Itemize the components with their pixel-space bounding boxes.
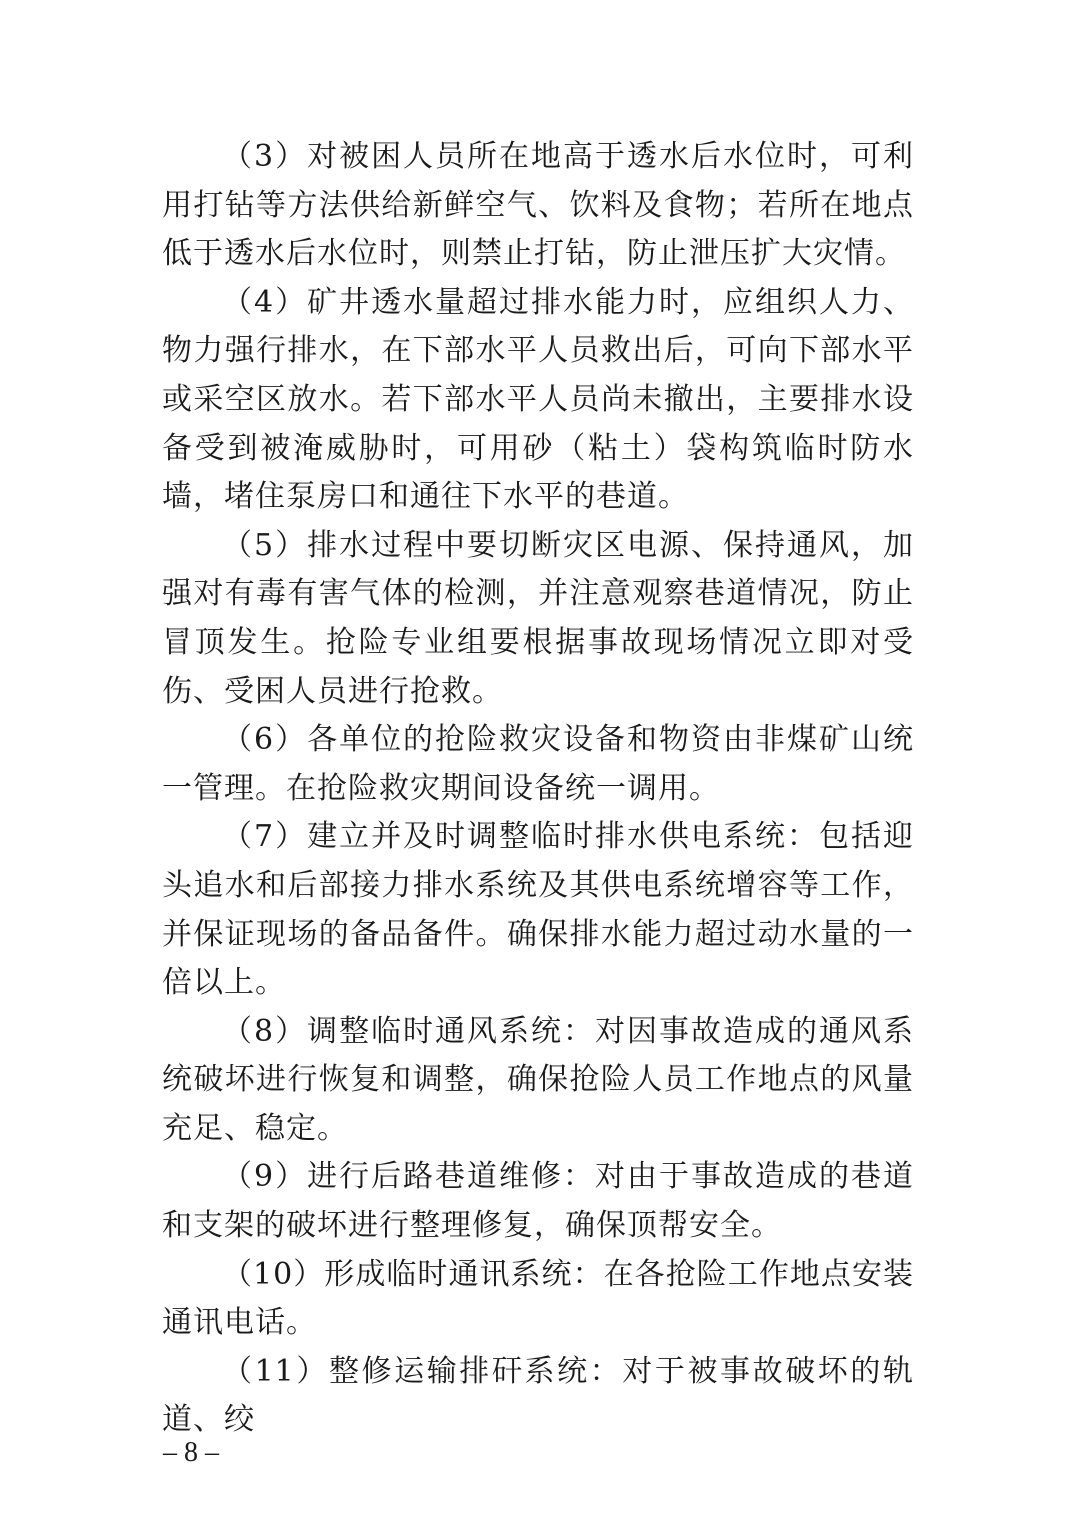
paragraph-9: （9）进行后路巷道维修：对由于事故造成的巷道和支架的破坏进行整理修复，确保顶帮安全。 <box>162 1159 914 1244</box>
paragraph-10: （10）形成临时通讯系统：在各抢险工作地点安装通讯电话。 <box>162 1256 914 1341</box>
paragraph-8: （8）调整临时通风系统：对因事故造成的通风系统破坏进行恢复和调整，确保抢险人员工作地点的风量充足、稳定。 <box>162 1013 914 1146</box>
paragraph-6: （6）各单位的抢险救灾设备和物资由非煤矿山统一管理。在抢险救灾期间设备统一调用。 <box>162 722 914 806</box>
paragraph-11: （11）整修运输排矸系统：对于被事故破坏的轨道、绞 <box>162 1353 914 1438</box>
paragraph-7: （7）建立并及时调整临时排水供电系统：包括迎头追水和后部接力排水系统及其供电系统增容等工作，并保证现场的备品备件。确保排水能力超过动水量的一倍以上。 <box>162 819 914 1001</box>
page-number: – 8 – <box>163 1437 219 1468</box>
paragraph-5: （5）排水过程中要切断灾区电源、保持通风，加强对有毒有害气体的检测，并注意观察巷道情况，防止冒顶发生。抢险专业组要根据事故现场情况立即对受伤、受困人员进行抢救。 <box>162 527 914 709</box>
paragraph-3: （3）对被困人员所在地高于透水后水位时，可利用打钻等方法供给新鲜空气、饮料及食物；若所在地点低于透水后水位时，则禁止打钻，防止泄压扩大灾情。 <box>162 139 914 272</box>
paragraph-4: （4）矿井透水量超过排水能力时，应组织人力、物力强行排水，在下部水平人员救出后，可向下部水平或采空区放水。若下部水平人员尚未撤出，主要排水设备受到被淹威胁时，可用砂（粘土）袋构筑临时防水墙，堵住泵房口和通往下水平的巷道。 <box>162 284 914 515</box>
document-body <box>162 133 914 1445</box>
